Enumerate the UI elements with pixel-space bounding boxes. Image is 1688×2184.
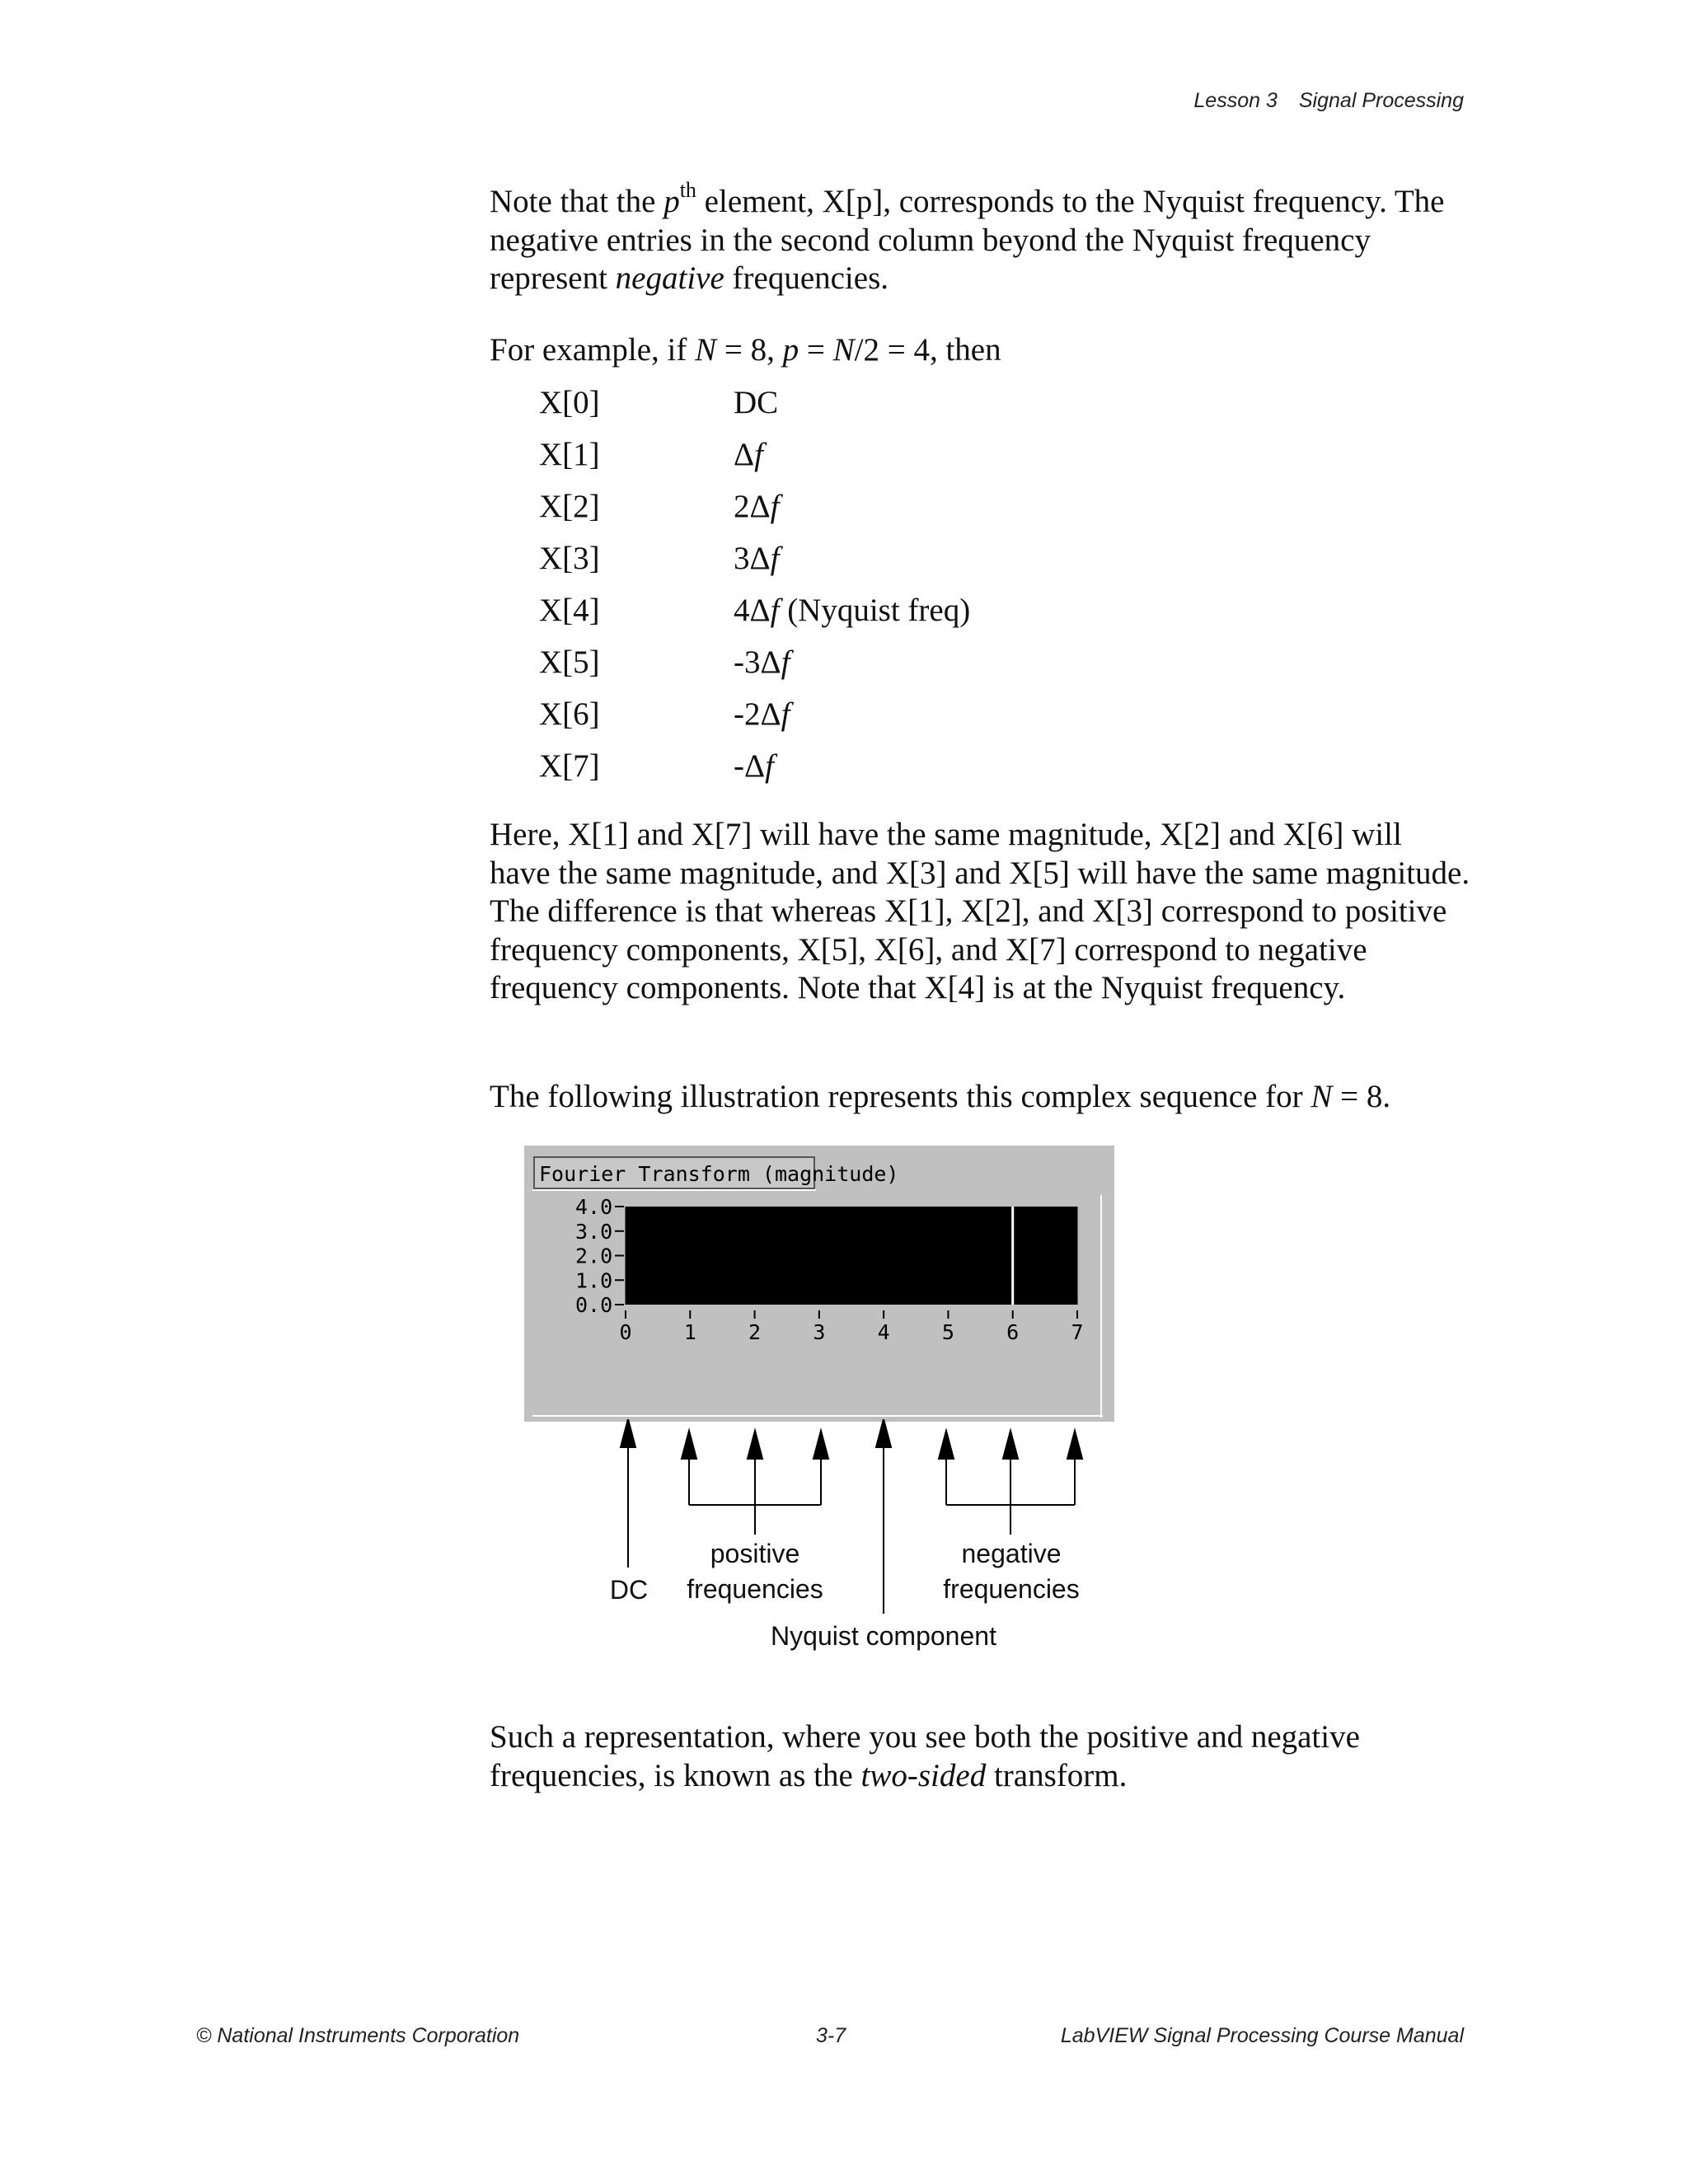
label-line: positive: [710, 1539, 800, 1568]
text-run-italic: N: [832, 332, 855, 368]
table-value: [734, 748, 774, 785]
text-run: =: [799, 332, 833, 368]
text-run-italic: p: [782, 332, 799, 368]
y-tick-label: 1.0: [575, 1268, 613, 1293]
bar-6: [1012, 1207, 1077, 1305]
graph-annotations: [524, 1419, 1114, 1666]
value-f: f: [781, 644, 790, 680]
text-run: = 8.: [1332, 1079, 1391, 1114]
table-index: X[4]: [539, 593, 600, 628]
value-f: f: [770, 593, 780, 628]
dc-label: DC: [609, 1575, 649, 1605]
superscript: th: [679, 178, 696, 202]
table-index: X[3]: [539, 541, 600, 576]
negative-arrow-head: [1003, 1431, 1018, 1459]
label-line: frequencies: [943, 1574, 1080, 1604]
x-tick-label: 3: [813, 1320, 826, 1344]
table-value: [734, 384, 778, 421]
fourier-graph: [524, 1146, 1114, 1426]
bar-4: [884, 1207, 949, 1305]
bar-3: [818, 1207, 884, 1305]
bar-1: [690, 1207, 755, 1305]
y-tick-label: 0.0: [575, 1293, 613, 1317]
table-value: [734, 644, 790, 681]
table-index: X[0]: [539, 385, 600, 420]
table-index: X[1]: [539, 437, 600, 472]
y-tick-label: 3.0: [575, 1219, 613, 1244]
footer-manual-title: LabVIEW Signal Processing Course Manual: [1060, 2024, 1464, 2047]
x-tick-label: 2: [748, 1320, 762, 1344]
table-value: [734, 592, 970, 629]
graph-title: Fourier Transform (magnitude): [539, 1162, 899, 1186]
label-line: frequencies: [687, 1574, 823, 1604]
text-run: transform.: [986, 1757, 1128, 1793]
text-run: frequencies.: [724, 260, 889, 296]
table-index: X[6]: [539, 696, 600, 732]
text-run: The following illustration represents this complex sequence for: [490, 1079, 1311, 1114]
paragraph-two-sided: [490, 1718, 1470, 1795]
running-header: [1193, 89, 1464, 113]
paragraph-illustration-intro: [490, 1078, 1470, 1117]
value-coef: 3Δ: [734, 541, 771, 576]
table-value: [734, 696, 790, 733]
value-note: DC: [734, 385, 779, 420]
negative-frequencies-label: [933, 1536, 1090, 1607]
negative-arrow-head: [1067, 1431, 1082, 1459]
x-tick-label: 5: [941, 1320, 954, 1344]
value-coef: -2Δ: [734, 696, 781, 732]
fourier-graph-svg: [524, 1146, 1114, 1426]
text-run-italic: negative: [615, 260, 724, 296]
table-value: [734, 436, 763, 473]
paragraph-nyquist-note: [490, 178, 1470, 298]
header-lesson: Lesson 3: [1193, 89, 1278, 112]
bar-2: [754, 1207, 819, 1305]
text-run-italic: N: [1311, 1079, 1333, 1114]
x-tick-label: 7: [1071, 1320, 1084, 1344]
value-f: f: [754, 437, 763, 472]
value-f: f: [770, 541, 780, 576]
x-tick-label: 6: [1006, 1320, 1020, 1344]
table-value: [734, 540, 779, 577]
bar-5: [948, 1207, 1013, 1305]
positive-arrow-head: [682, 1431, 696, 1459]
value-coef: -3Δ: [734, 644, 781, 680]
value-f: f: [770, 489, 780, 524]
label-line: negative: [961, 1539, 1062, 1568]
bar-0: [626, 1207, 691, 1305]
text-run: For example, if: [490, 332, 696, 368]
footer-page-number: 3-7: [816, 2024, 846, 2047]
negative-arrow-head: [939, 1431, 954, 1459]
x-tick-label: 1: [683, 1320, 696, 1344]
text-run: element, X[p], corresponds to the Nyquist frequency. The negative entries in the second column beyond the Nyquist frequency represent: [490, 184, 1445, 296]
positive-arrow-head: [814, 1431, 828, 1459]
header-title: Signal Processing: [1298, 89, 1464, 112]
x-tick-label: 0: [619, 1320, 632, 1344]
paragraph-magnitude: Here, X[1] and X[7] will have the same magnitude, X[2] and X[6] will have the same magnitude, and X[3] and X[5] will have the same magnitude. The difference is that whereas X[1], X[2], and X[3] correspond to positive frequency components, X[5], X[6], and X[7] correspond to negative frequency components. Note that X[4] is at the Nyquist frequency.: [490, 817, 1470, 1005]
table-index: X[7]: [539, 748, 600, 784]
y-tick-label: 4.0: [575, 1195, 613, 1219]
positive-frequencies-label: [681, 1536, 829, 1607]
x-tick-label: 4: [877, 1320, 890, 1344]
text-run-italic: p: [663, 184, 680, 219]
text-run-italic: N: [695, 332, 717, 368]
table-value: [734, 488, 779, 525]
footer-copyright: © National Instruments Corporation: [196, 2024, 520, 2047]
value-coef: 2Δ: [734, 489, 771, 524]
value-note: (Nyquist freq): [779, 593, 971, 628]
text-run: Such a representation, where you see both the positive and negative frequencies, is known as the: [490, 1719, 1360, 1793]
text-run-italic: two-sided: [860, 1757, 987, 1793]
table-index: X[5]: [539, 644, 600, 680]
positive-arrow-head: [748, 1431, 762, 1459]
text-run: Note that the: [490, 184, 664, 219]
text-run: = 8,: [716, 332, 783, 368]
value-coef: -Δ: [734, 748, 766, 784]
table-index: X[2]: [539, 489, 600, 524]
value-f: f: [781, 696, 790, 732]
text-run: /2 = 4, then: [854, 332, 1001, 368]
value-coef: 4Δ: [734, 593, 771, 628]
y-tick-label: 2.0: [575, 1244, 613, 1268]
dc-arrow-head: [621, 1419, 635, 1447]
value-coef: Δ: [734, 437, 755, 472]
value-f: f: [765, 748, 774, 784]
paragraph-example: [490, 331, 1470, 370]
nyquist-component-label: Nyquist component: [771, 1621, 996, 1651]
nyquist-arrow-head: [876, 1419, 891, 1447]
